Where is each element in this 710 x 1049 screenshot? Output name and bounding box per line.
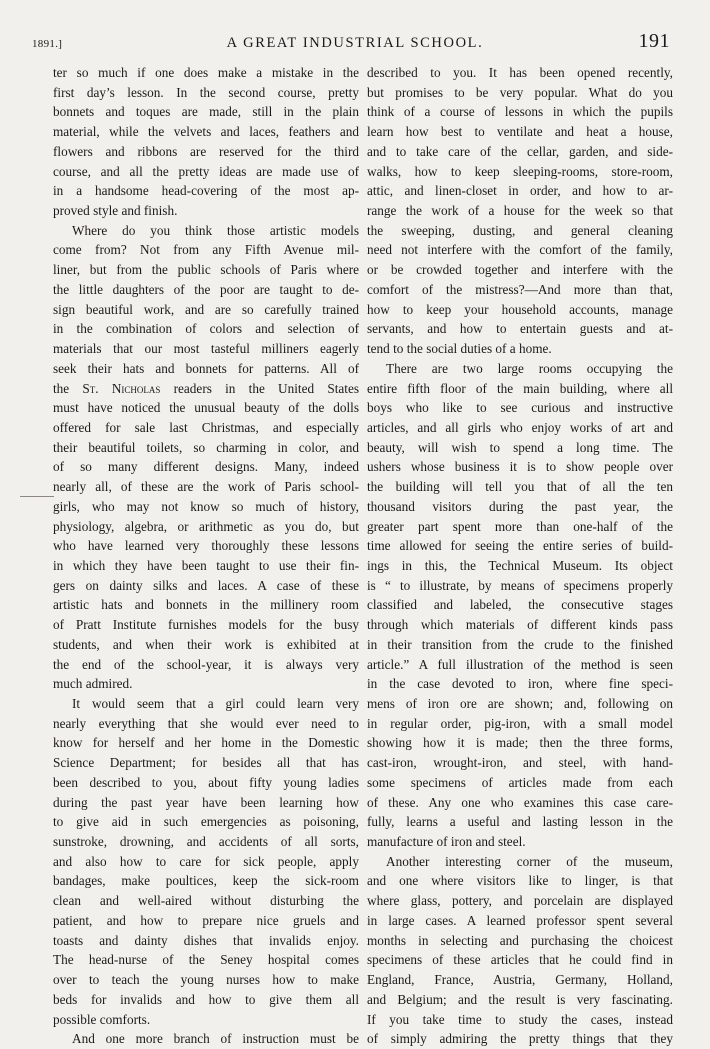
text-line: Where do you think those artistic models bbox=[72, 222, 359, 238]
text-line: The head-nurse of the Seney hospital comes bbox=[53, 952, 359, 968]
text-line: of these. Any one who examines this case care- bbox=[367, 794, 673, 810]
text-line: and also how to care for sick people, apply bbox=[53, 853, 359, 869]
text-line: in the case devoted to iron, where fine speci- bbox=[367, 676, 673, 692]
text-line: article.” A full illustration of the method is seen bbox=[367, 656, 673, 672]
text-line: the end of the school-year, it is always very bbox=[53, 656, 359, 672]
text-line: much admired. bbox=[53, 676, 133, 692]
text-line: England, France, Austria, Germany, Holland, bbox=[367, 972, 673, 988]
text-line: or be crowded together and interfere with the bbox=[367, 262, 673, 278]
text-line: range the work of a house for the week so that bbox=[367, 203, 673, 219]
text-line: walks, how to keep sleeping-rooms, store-room, bbox=[367, 163, 673, 179]
text-line: comfort of the mistress?—And more than that, bbox=[367, 281, 673, 297]
header-title: A GREAT INDUSTRIAL SCHOOL. bbox=[226, 35, 484, 51]
text-line: their beautiful toilets, so charming in color, and bbox=[53, 439, 359, 455]
text-line: There are two large rooms occupying the bbox=[386, 360, 673, 376]
text-line: must have noticed the unusual beauty of the dolls bbox=[53, 400, 359, 416]
text-line: patient, and how to prepare nice gruels and bbox=[53, 912, 359, 928]
text-line: articles, and all girls who enjoy works of art and bbox=[367, 419, 673, 435]
text-line: bonnets and toques are made, still in the plain bbox=[53, 104, 359, 120]
text-line: showing how it is made; then the three forms, bbox=[367, 735, 673, 751]
text-line: toasts and dainty dishes that invalids enjoy. bbox=[53, 932, 359, 948]
text-line: greater part spent more than one-half of the bbox=[367, 518, 673, 534]
text-line: It would seem that a girl could learn very bbox=[72, 696, 359, 711]
text-line: possible comforts. bbox=[53, 1011, 151, 1027]
text-line: bandages, make poultices, keep the sick-room bbox=[53, 873, 359, 889]
text-line: entire fifth floor of the main building, where all bbox=[367, 380, 673, 396]
text-line: students, and when their work is exhibited at bbox=[53, 636, 359, 652]
text-line: in which they have been taught to use their fin- bbox=[53, 557, 359, 573]
text-line: in a handsome head-covering of the most ap- bbox=[53, 183, 359, 199]
page-number: 191 bbox=[638, 30, 670, 52]
text-line: know for herself and her home in the Domestic bbox=[53, 735, 359, 751]
text-line: artistic hats and bonnets in the millinery room bbox=[53, 597, 359, 613]
text-line: seek their hats and bonnets for patterns. All of bbox=[53, 360, 359, 376]
text-line: over to teach the young nurses how to make bbox=[53, 972, 359, 988]
text-line: tend to the social duties of a home. bbox=[367, 341, 552, 357]
text-line: girls, who may not know so much of history, bbox=[53, 498, 359, 514]
text-line: in large cases. A learned professor spent several bbox=[367, 912, 673, 928]
text-line: attic, and linen-closet in order, and how to ar- bbox=[367, 183, 673, 199]
text-line: the St. Nicholas readers in the United States bbox=[53, 380, 359, 396]
text-line: materials that our most tasteful milliners eagerly bbox=[53, 341, 359, 357]
text-line: months in selecting and purchasing the choicest bbox=[367, 932, 673, 948]
text-line: of so many different designs. Many, indeed bbox=[53, 459, 359, 475]
right-column bbox=[367, 63, 673, 1049]
text-line: and one where visitors like to linger, is that bbox=[367, 873, 673, 889]
text-line: specimens of these articles that he could find in bbox=[367, 952, 673, 968]
text-line: cast-iron, wrought-iron, and steel, with hand- bbox=[367, 755, 673, 771]
text-line: of simply admiring the pretty things that they bbox=[367, 1031, 673, 1047]
text-line: is “ to illustrate, by means of specimens properly bbox=[367, 577, 673, 593]
text-line: liner, but from the public schools of Paris where bbox=[53, 262, 359, 278]
text-line: who have learned very thoroughly these lessons bbox=[53, 538, 359, 554]
text-line: where glass, pottery, and porcelain are displayed bbox=[367, 893, 673, 909]
text-line: how to keep your household accounts, manage bbox=[367, 301, 673, 317]
text-line: been described to you, about fifty young ladies bbox=[53, 774, 359, 790]
text-line: the sweeping, dusting, and general cleaning bbox=[367, 222, 673, 238]
text-line: in the combination of colors and selection of bbox=[53, 321, 359, 337]
text-line: first day’s lesson. In the second course, pretty bbox=[53, 84, 359, 100]
text-line: nearly everything that she would ever need to bbox=[53, 715, 359, 731]
text-line: to give aid in such emergencies as poisoning, bbox=[53, 814, 359, 830]
text-line: sunstroke, drowning, and accidents of all sorts, bbox=[53, 834, 359, 850]
left-column bbox=[53, 63, 359, 1049]
text-line: need not interfere with the comfort of the family, bbox=[367, 242, 673, 258]
text-line: offered for sale last Christmas, and especially bbox=[53, 419, 359, 435]
text-line: fully, learns a useful and lasting lesson in the bbox=[367, 814, 673, 830]
text-line: sign beautiful work, and are so carefully trained bbox=[53, 301, 359, 317]
text-line: thousand visitors during the past year, the bbox=[367, 498, 673, 514]
text-line: Science Department; for besides all that has bbox=[53, 755, 359, 771]
text-line: servants, and how to entertain guests and at- bbox=[367, 321, 673, 337]
text-line: the little daughters of the poor are taught to de- bbox=[53, 281, 359, 297]
text-line: mens of iron ore are shown; and, following on bbox=[367, 696, 673, 711]
text-line: the building will tell you that of all the ten bbox=[367, 479, 673, 495]
text-line: and to take care of the cellar, garden, and side- bbox=[367, 143, 673, 159]
text-line: during the past year have been learning how bbox=[53, 794, 359, 810]
text-line: some specimens of articles made from each bbox=[367, 774, 673, 790]
text-line: described to you. It has been opened recently, bbox=[367, 65, 673, 80]
text-line: material, while the velvets and laces, feathers and bbox=[53, 124, 359, 140]
text-line: in regular order, pig-iron, with a small model bbox=[367, 715, 673, 731]
text-line: in their transition from the crude to the finished bbox=[367, 636, 673, 652]
text-line: nearly all, of these are the work of Paris school- bbox=[53, 479, 359, 495]
text-line: And one more branch of instruction must be bbox=[72, 1031, 359, 1047]
text-line: ushers whose business it is to show people over bbox=[367, 459, 673, 475]
text-line: ings in this, the Technical Museum. Its object bbox=[367, 557, 673, 573]
text-line: and Belgium; and the result is very fascinating. bbox=[367, 991, 673, 1007]
text-line: physiology, algebra, or arithmetic as you do, but bbox=[53, 518, 359, 534]
text-line: classified and labeled, the consecutive stages bbox=[367, 597, 673, 613]
header-year: 1891.] bbox=[32, 38, 63, 50]
text-line: Another interesting corner of the museum, bbox=[386, 853, 673, 869]
text-line: If you take time to study the cases, instead bbox=[367, 1011, 673, 1027]
text-line: beds for invalids and how to give them all bbox=[53, 991, 359, 1007]
text-line: of Pratt Institute furnishes models for the busy bbox=[53, 617, 359, 633]
running-header bbox=[30, 30, 680, 56]
text-line: manufacture of iron and steel. bbox=[367, 834, 526, 850]
text-line: proved style and finish. bbox=[53, 203, 178, 219]
text-line: but promises to be very popular. What do you bbox=[367, 84, 673, 100]
text-line: through which materials of different kinds pass bbox=[367, 617, 673, 633]
margin-mark bbox=[20, 496, 54, 497]
text-line: learn how best to ventilate and heat a house, bbox=[367, 124, 673, 140]
text-line: gers on dainty silks and laces. A case of these bbox=[53, 577, 359, 593]
text-line: think of a course of lessons in which the pupils bbox=[367, 104, 673, 120]
text-line: boys who like to see curious and instructive bbox=[367, 400, 673, 416]
text-line: come from? Not from any Fifth Avenue mil- bbox=[53, 242, 359, 258]
text-line: ter so much if one does make a mistake in the bbox=[53, 65, 359, 80]
text-line: beauty, will wish to spend a long time. The bbox=[367, 439, 673, 455]
text-line: clean and well-aired without disturbing the bbox=[53, 893, 359, 909]
text-line: time allowed for seeing the entire series of build- bbox=[367, 538, 673, 554]
text-line: course, and all the pretty ideas are made use of bbox=[53, 163, 359, 179]
text-line: flowers and ribbons are reserved for the third bbox=[53, 143, 359, 159]
